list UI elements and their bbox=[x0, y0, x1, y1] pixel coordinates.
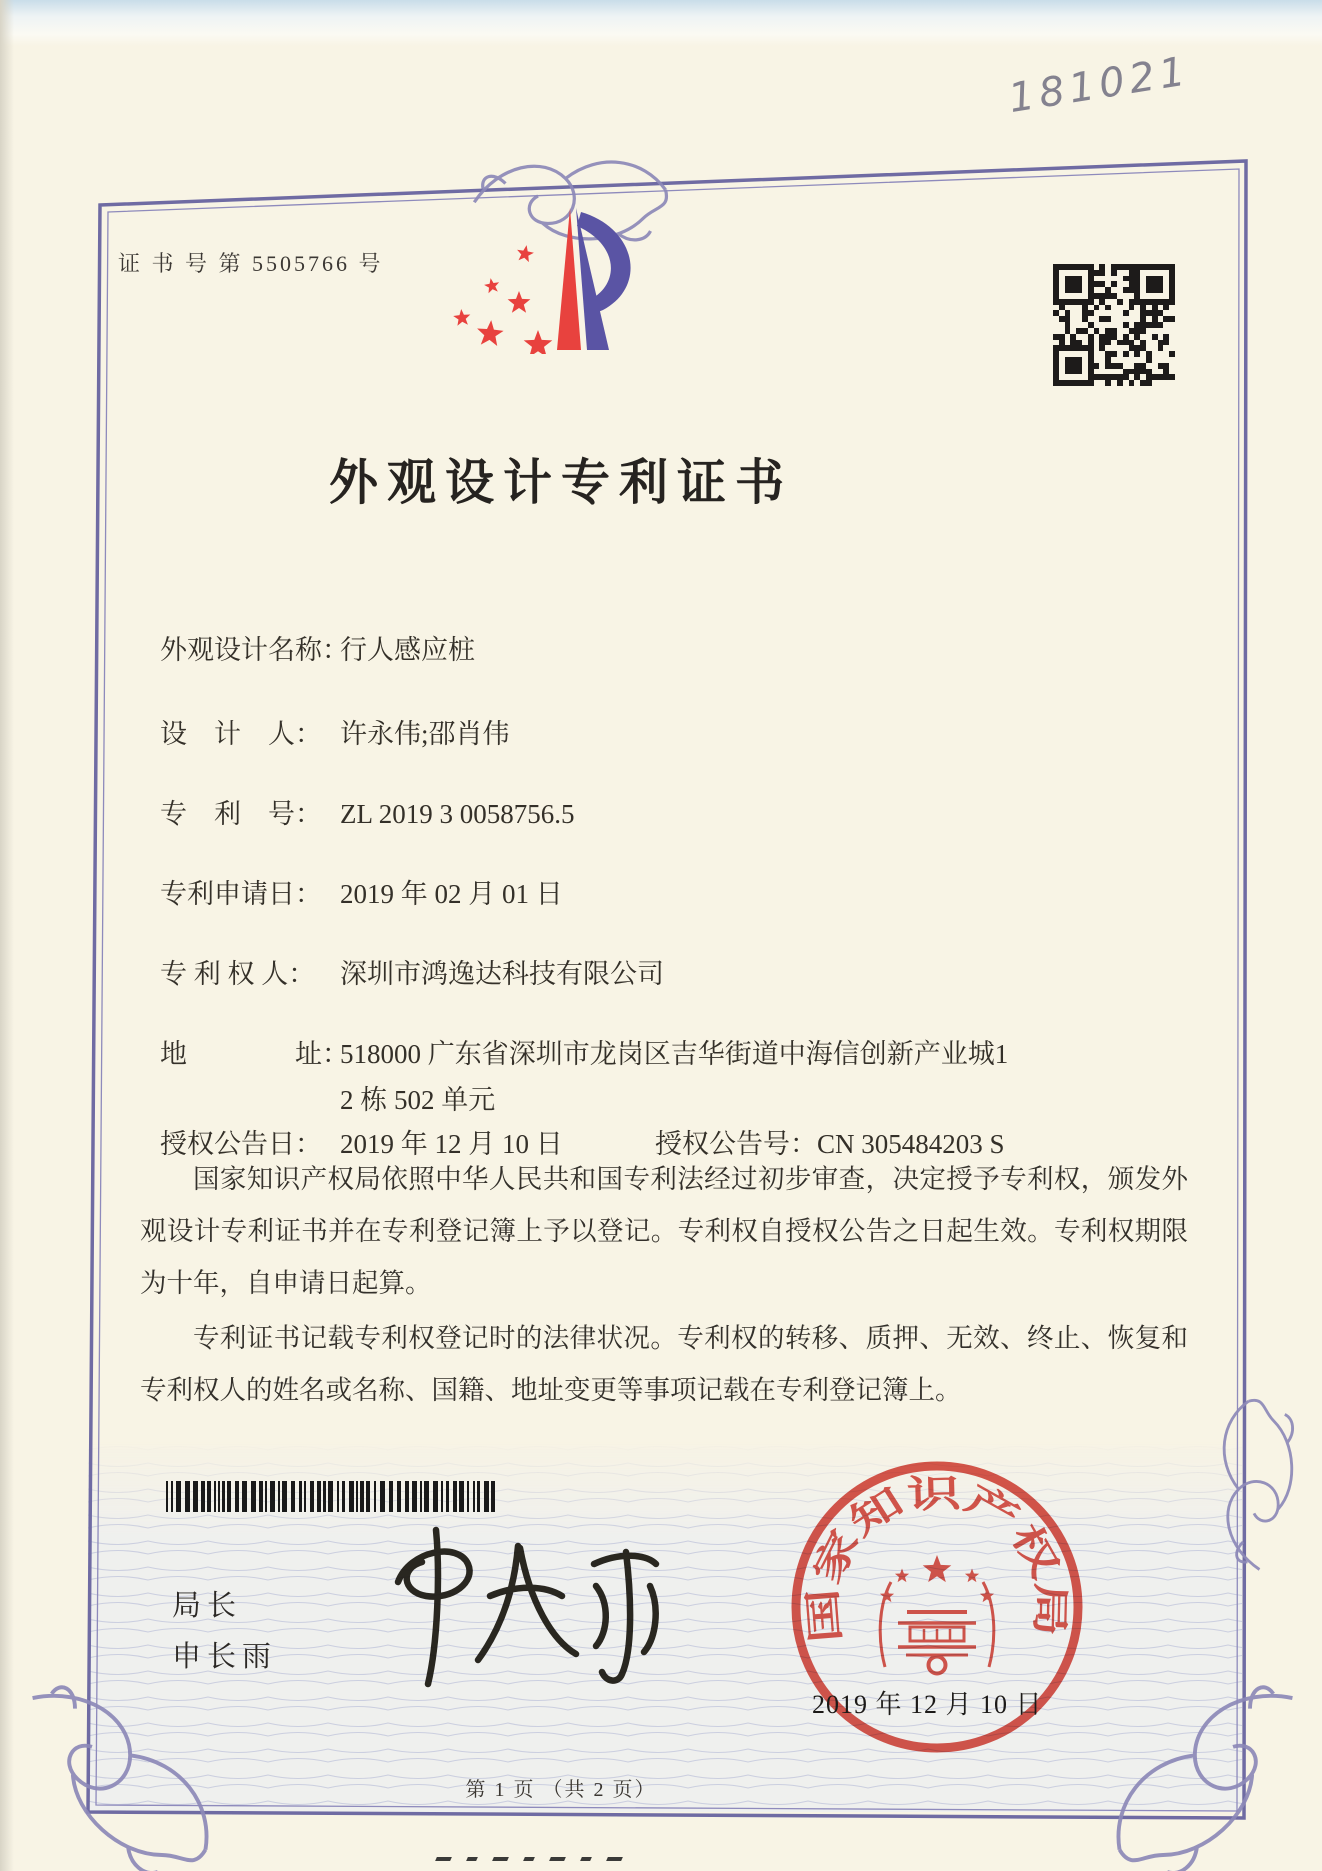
field-value: CN 305484203 S bbox=[817, 1129, 1005, 1159]
officer-name: 申长雨 bbox=[172, 1641, 278, 1673]
field-value: 518000 广东省深圳市龙岗区吉华街道中海信创新产业城1 bbox=[340, 1039, 1009, 1069]
field-row-designer bbox=[160, 712, 510, 751]
seal-emblem-stars bbox=[880, 1555, 994, 1602]
certificate-title: 外观设计专利证书 bbox=[328, 455, 793, 510]
field-value: 2019 年 02 月 01 日 bbox=[340, 879, 563, 909]
field-label: 授权公告日： bbox=[160, 1129, 322, 1159]
field-value: 深圳市鸿逸达科技有限公司 bbox=[340, 959, 664, 989]
cnipa-stars-monogram-logo bbox=[440, 202, 652, 354]
field-label: 专利申请日： bbox=[160, 879, 322, 909]
bottom-left-flourish bbox=[1, 1664, 230, 1871]
signature-script bbox=[350, 1512, 670, 1697]
field-label: 设 计 人： bbox=[160, 719, 322, 749]
seal-ring-text: 国家知识产权局 bbox=[803, 1473, 1071, 1645]
logo-red-spike bbox=[557, 208, 581, 350]
field-row-patentee bbox=[160, 952, 664, 991]
legal-paragraph-1: 国家知识产权局依照中华人民共和国专利法经过初步审查，决定授予专利权，颁发外观设计专利证书并在专利登记簿上予以登记。专利权自授权公告之日起生效。专利权期限为十年，自申请日起算。 bbox=[140, 1164, 1188, 1298]
legal-paragraph-2: 专利证书记载专利权登记时的法律状况。专利权的转移、质押、无效、终止、恢复和专利权人的姓名或名称、国籍、地址变更等事项记载在专利登记簿上。 bbox=[140, 1323, 1188, 1405]
field-row-design-name bbox=[160, 628, 475, 667]
handwritten-annotation: 181021 bbox=[1005, 47, 1194, 123]
bottom-cutoff-text bbox=[436, 1857, 622, 1861]
field-row-patent-number bbox=[160, 792, 574, 831]
right-edge-flourish bbox=[1224, 1400, 1292, 1569]
field-row-filing-date bbox=[160, 872, 563, 911]
field-value: 行人感应桩 bbox=[340, 635, 475, 665]
field-label: 专 利 权 人： bbox=[160, 959, 316, 989]
barcode bbox=[166, 1481, 498, 1512]
field-label: 授权公告号： bbox=[655, 1129, 817, 1159]
seal-emblem-gate bbox=[880, 1582, 994, 1674]
field-label: 地 址： bbox=[160, 1039, 349, 1069]
officer-title: 局长 bbox=[172, 1590, 243, 1622]
field-value: 2019 年 12 月 10 日 bbox=[340, 1129, 563, 1159]
certificate-number: 证 书 号 第 5505766 号 bbox=[118, 251, 384, 276]
logo-stars bbox=[453, 245, 552, 354]
field-label: 外观设计名称： bbox=[160, 635, 349, 665]
page-number: 第 1 页 （共 2 页） bbox=[465, 1779, 657, 1801]
seal-date: 2019 年 12 月 10 日 bbox=[812, 1690, 1043, 1719]
field-row-address bbox=[160, 1032, 1008, 1071]
field-value: ZL 2019 3 0058756.5 bbox=[340, 799, 575, 829]
field-value: 许永伟;邵肖伟 bbox=[340, 719, 510, 749]
field-label: 专 利 号： bbox=[160, 799, 322, 829]
qr-code bbox=[1053, 264, 1175, 386]
legal-text-block bbox=[140, 1153, 1188, 1416]
bottom-right-flourish bbox=[1095, 1664, 1322, 1871]
field-value-address-line2: 2 栋 502 单元 bbox=[340, 1085, 496, 1115]
